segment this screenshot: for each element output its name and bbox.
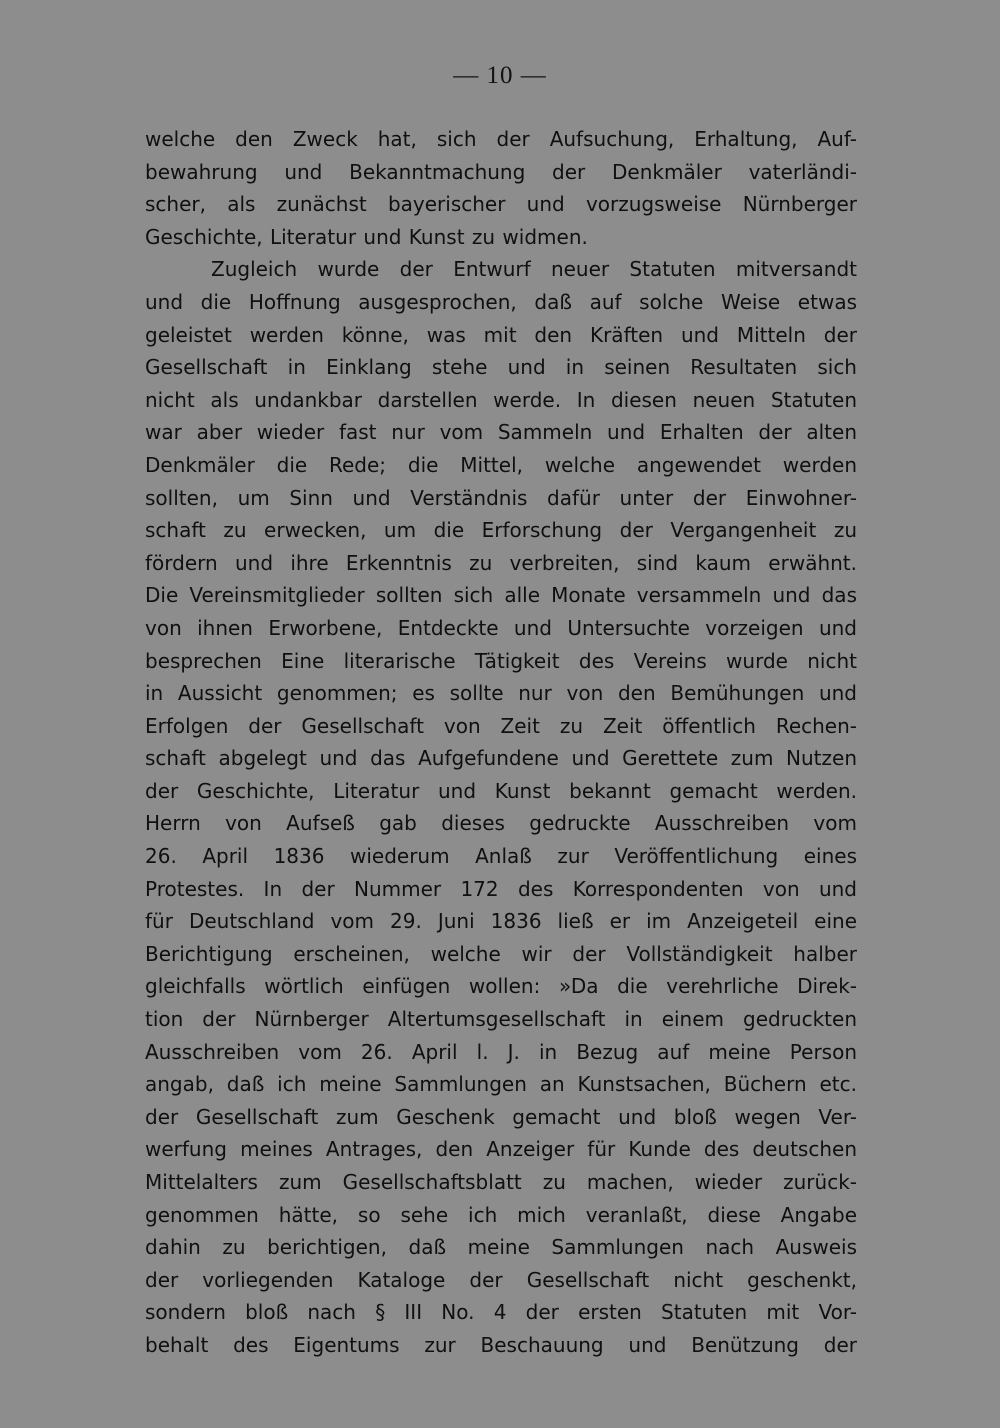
text-line: bewahrung und Bekanntmachung der Denkmäler vaterländi- bbox=[145, 159, 857, 184]
text-line: war aber wieder fast nur vom Sammeln und Erhalten der alten bbox=[145, 420, 857, 445]
text-line: Mittelalters zum Gesellschaftsblatt zu machen, wieder zurück- bbox=[145, 1170, 857, 1194]
text-line: Berichtigung erscheinen, welche wir der Vollständigkeit halber bbox=[145, 941, 857, 966]
text-line: werfung meines Antrages, den Anzeiger für Kunde des deutschen bbox=[145, 1137, 857, 1162]
text-line: Herrn von Aufseß gab dieses gedruckte Ausschreiben vom bbox=[145, 811, 857, 836]
text-line: der vorliegenden Kataloge der Gesellschaft nicht geschenkt, bbox=[145, 1267, 857, 1292]
body-text bbox=[145, 123, 857, 1362]
text-line: scher, als zunächst bayerischer und vorzugsweise Nürnberger bbox=[145, 192, 857, 217]
text-line: gleichfalls wörtlich einfügen wollen: »Da die verehrliche Direk- bbox=[145, 974, 857, 999]
text-line: angab, daß ich meine Sammlungen an Kunstsachen, Büchern etc. bbox=[145, 1072, 857, 1097]
text-line: nicht als undankbar darstellen werde. In diesen neuen Statuten bbox=[145, 387, 857, 412]
text-line: besprechen Eine literarische Tätigkeit des Vereins wurde nicht bbox=[145, 648, 857, 673]
text-line: sondern bloß nach § III No. 4 der ersten Statuten mit Vor- bbox=[145, 1300, 857, 1325]
text-line: dahin zu berichtigen, daß meine Sammlungen nach Ausweis bbox=[145, 1235, 857, 1260]
text-line: und die Hoffnung ausgesprochen, daß auf solche Weise etwas bbox=[145, 289, 857, 314]
text-line: schaft abgelegt und das Aufgefundene und Gerettete zum Nutzen bbox=[145, 746, 857, 771]
text-line: Erfolgen der Gesellschaft von Zeit zu Zeit öffentlich Rechen- bbox=[145, 713, 857, 738]
text-line: von ihnen Erworbene, Entdeckte und Untersuchte vorzeigen und bbox=[145, 615, 857, 640]
text-line: 26. April 1836 wiederum Anlaß zur Veröffentlichung eines bbox=[145, 844, 857, 869]
text-line: behalt des Eigentums zur Beschauung und Benützung der bbox=[145, 1332, 857, 1357]
text-line: der Geschichte, Literatur und Kunst bekannt gemacht werden. bbox=[145, 778, 857, 803]
text-line: sollten, um Sinn und Verständnis dafür unter der Einwohner- bbox=[145, 485, 857, 510]
text-line: in Aussicht genommen; es sollte nur von den Bemühungen und bbox=[145, 681, 857, 706]
text-line: fördern und ihre Erkenntnis zu verbreiten, sind kaum erwähnt. bbox=[145, 550, 857, 575]
text-line: Gesellschaft in Einklang stehe und in seinen Resultaten sich bbox=[145, 355, 857, 380]
text-line: tion der Nürnberger Altertumsgesellschaft in einem gedruckten bbox=[145, 1007, 857, 1032]
text-line: Die Vereinsmitglieder sollten sich alle Monate versammeln und das bbox=[145, 583, 857, 608]
text-line: Geschichte, Literatur und Kunst zu widmen. bbox=[145, 224, 588, 249]
text-line: geleistet werden könne, was mit den Kräften und Mitteln der bbox=[145, 322, 857, 347]
text-line: welche den Zweck hat, sich der Aufsuchung, Erhaltung, Auf- bbox=[145, 127, 857, 151]
text-line: genommen hätte, so sehe ich mich veranlaßt, diese Angabe bbox=[145, 1202, 857, 1227]
text-line: der Gesellschaft zum Geschenk gemacht und bloß wegen Ver- bbox=[145, 1104, 857, 1129]
page-number: — 10 — bbox=[453, 62, 547, 89]
text-line: Protestes. In der Nummer 172 des Korrespondenten von und bbox=[145, 876, 857, 901]
text-line: schaft zu erwecken, um die Erforschung der Vergangenheit zu bbox=[145, 518, 857, 543]
text-line: Ausschreiben vom 26. April l. J. in Bezug auf meine Person bbox=[145, 1039, 857, 1064]
text-line: Denkmäler die Rede; die Mittel, welche angewendet werden bbox=[145, 452, 857, 477]
text-line: Zugleich wurde der Entwurf neuer Statuten mitversandt bbox=[211, 257, 857, 282]
text-line: für Deutschland vom 29. Juni 1836 ließ er im Anzeigeteil eine bbox=[145, 909, 857, 934]
